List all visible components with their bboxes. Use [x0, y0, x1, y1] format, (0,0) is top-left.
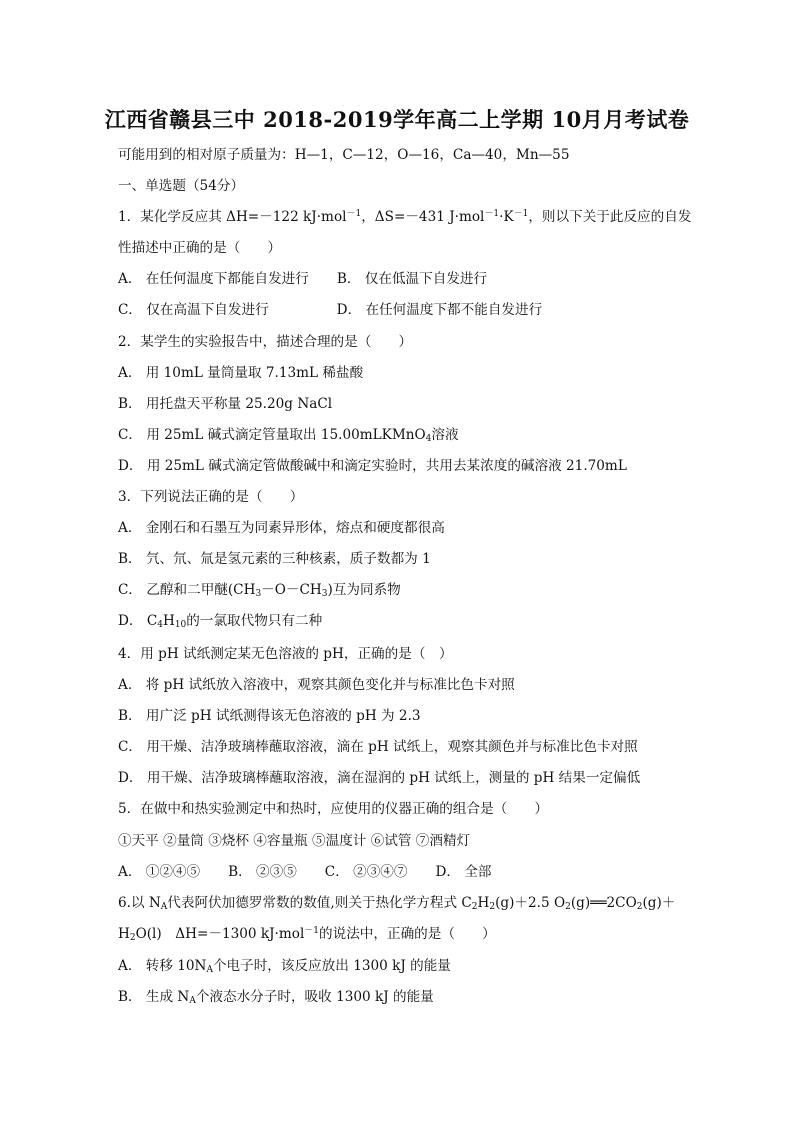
q1-stem: 1．某化学反应其 ΔH=－122 kJ·mol$^{-1}$，ΔS=－431 $J\cdot mol^{-1}\cdot K^{-1}$，则以下关于此反应的自发 [118, 209, 692, 225]
q1-option-b: B． 仅在低温下自发进行 [336, 271, 488, 287]
q2-option-b: B． 用托盘天平称量 25.20g NaCl [118, 396, 333, 412]
q1-option-c: C． 仅在高温下自发进行 [118, 302, 269, 318]
q2-option-a: A． 用 10mL 量筒量取 7.13mL 稀盐酸 [118, 365, 364, 381]
q2-option-d: D． 用 25mL 碱式滴定管做酸碱中和滴定实验时，共用去某浓度的碱溶液 21.70mL [118, 458, 627, 474]
q5-stem: 5．在做中和热实验测定中和热时，应使用的仪器正确的组合是（ ） [118, 801, 549, 817]
q4-option-b: B． 用广泛 pH 试纸测得该无色溶液的 pH 为 2.3 [118, 708, 421, 724]
q6-option-b: B． 生成 $N_A$个液态水分子时，吸收 1300 kJ 的能量 [118, 989, 434, 1006]
q5-option-d: D． 全部 [435, 864, 492, 880]
q3-option-d: D． $C_4H_{10}$的一氯取代物只有二种 [118, 613, 323, 630]
q1-stem-line2: 性描述中正确的是（ ） [118, 240, 282, 256]
q5-instrument-list: ①天平 ②量筒 ③烧杯 ④容量瓶 ⑤温度计 ⑥试管 ⑦酒精灯 [118, 833, 471, 849]
q6-stem-line2: $H_2O(l)$ ΔH=－1300 kJ·mol$^{-1}$的说法中，正确的是（ ） [118, 926, 496, 943]
q3-option-c: C． 乙醇和二甲醚$(CH_3-O-CH_3)$互为同系物 [118, 582, 401, 599]
q6-option-a: A． 转移 $10N_A$个电子时，该反应放出 1300 kJ 的能量 [118, 958, 451, 975]
q1-option-d: D． 在任何温度下都不能自发进行 [336, 302, 543, 318]
q1-option-a: A． 在任何温度下都能自发进行 [118, 271, 309, 287]
q4-stem: 4．用 pH 试纸测定某无色溶液的 pH，正确的是（ ） [118, 646, 453, 662]
q4-option-d: D． 用干燥、洁净玻璃棒蘸取溶液，滴在湿润的 pH 试纸上，测量的 pH 结果一定偏低 [118, 770, 641, 786]
q3-option-a: A． 金刚石和石墨互为同素异形体，熔点和硬度都很高 [118, 520, 445, 536]
section-heading: 一、单选题（54分） [118, 178, 245, 194]
q3-option-b: B． 氕、氘、氚是氢元素的三种核素，质子数都为 1 [118, 551, 431, 567]
page-title: 江西省赣县三中 2018-2019学年高二上学期 10月月考试卷 [104, 107, 690, 132]
q1-options-row2 [118, 301, 542, 319]
atomic-mass-note: 可能用到的相对原子质量为：H—1，C—12，O—16，Ca—40，Mn—55 [118, 147, 570, 163]
q2-stem: 2．某学生的实验报告中，描述合理的是（ ） [118, 334, 413, 350]
q4-option-c: C． 用干燥、洁净玻璃棒蘸取溶液，滴在 pH 试纸上，观察其颜色并与标准比色卡对照 [118, 739, 638, 755]
q5-option-a: A． ①②④⑤ [118, 864, 201, 880]
q6-stem: 6.以 $N_A$代表阿伏加德罗常数的数值,则关于热化学方程式 $C_2H_2(g)+2.5$ $O_2(g)══2CO_2(g)+$ [118, 895, 676, 912]
q4-option-a: A． 将 pH 试纸放入溶液中，观察其颜色变化并与标准比色卡对照 [118, 677, 515, 693]
q5-options-row [118, 863, 492, 881]
q5-option-c: C． ②③④⑦ [324, 864, 408, 880]
q2-option-c: C． 用 25mL 碱式滴定管量取出 15.00mLKMnO$_4$溶液 [118, 427, 459, 444]
q3-stem: 3．下列说法正确的是（ ） [118, 489, 304, 505]
q1-options-row1 [118, 270, 487, 288]
q5-option-b: B． ②③⑤ [228, 864, 297, 880]
